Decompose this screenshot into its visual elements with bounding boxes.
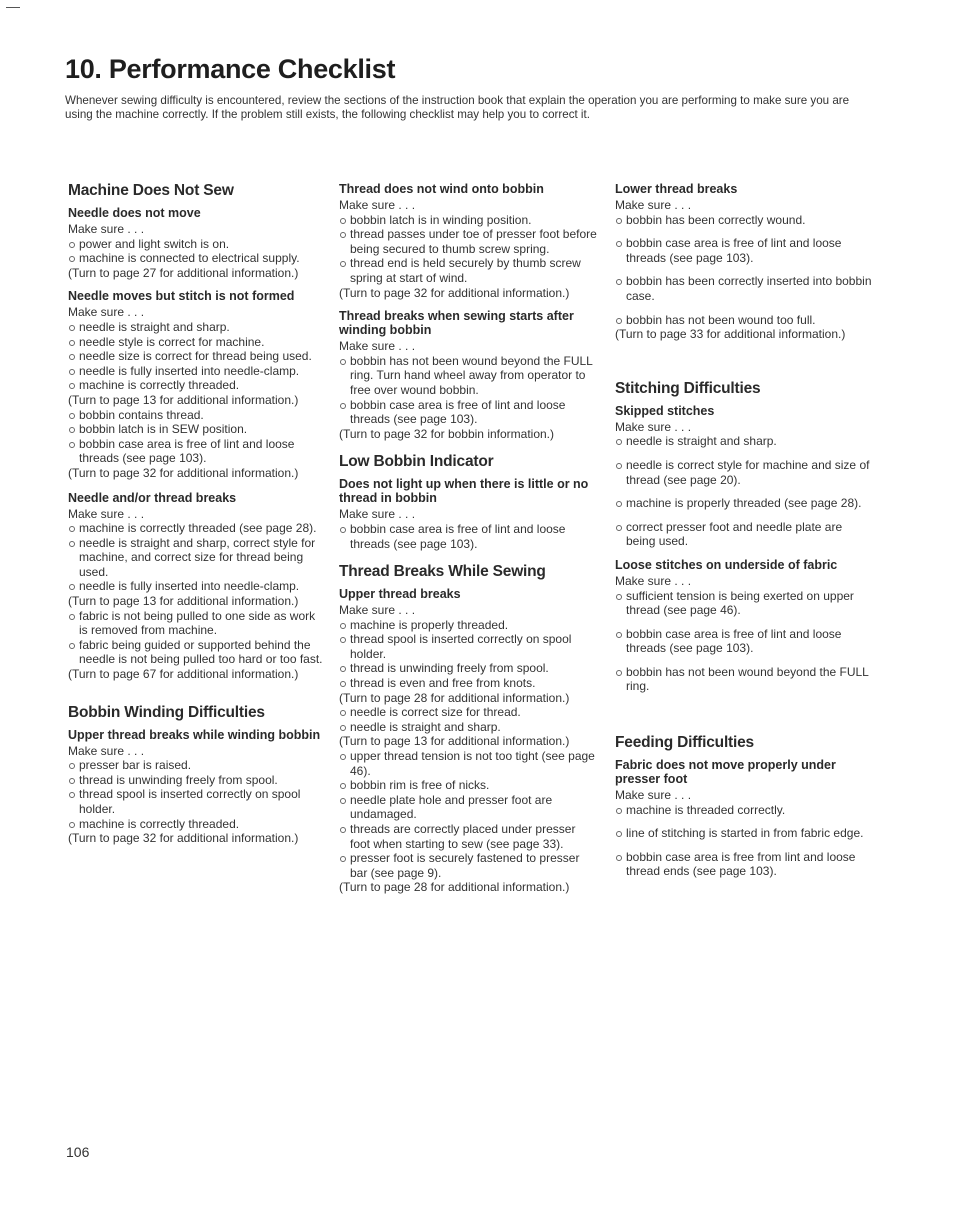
checklist-subsection (615, 558, 873, 694)
checklist-subsection (615, 182, 873, 342)
checklist-column-2 (339, 182, 597, 904)
subsection-heading: Thread does not wind onto bobbin (339, 182, 544, 196)
checklist-text: Make sure . . . (68, 305, 145, 320)
checklist-bullet: bobbin latch is in winding position. (339, 213, 597, 228)
subsection-heading: Thread breaks when sewing starts after winding bobbin (339, 309, 574, 338)
subsection-heading: Skipped stitches (615, 403, 715, 418)
checklist-bullet: thread is unwinding freely from spool. (339, 661, 597, 676)
checklist-bullet: bobbin rim is free of nicks. (339, 778, 597, 793)
checklist-bullet: bobbin case area is free of lint and loose threads (see page 103). (339, 522, 597, 551)
section-heading: Machine Does Not Sew (68, 182, 234, 199)
subsection-heading: Upper thread breaks while winding bobbin (68, 727, 321, 742)
checklist-bullet: needle is straight and sharp. (68, 320, 326, 335)
checklist-text: Make sure . . . (339, 603, 416, 618)
checklist-section (339, 563, 597, 895)
checklist-bullet: thread spool is inserted correctly on spool holder. (339, 632, 597, 661)
subsection-heading: Does not light up when there is little or no thread in bobbin (339, 477, 589, 506)
checklist-section (615, 182, 873, 342)
checklist-subsection (68, 728, 326, 846)
checklist-text: (Turn to page 13 for additional information.) (68, 392, 299, 407)
checklist-column-1 (68, 182, 326, 855)
checklist-subsection (339, 477, 597, 551)
checklist-subsection (68, 206, 326, 280)
checklist-text: Make sure . . . (68, 222, 145, 236)
checklist-text: (Turn to page 28 for additional information.) (339, 880, 570, 895)
checklist-bullet: power and light switch is on. (68, 237, 326, 252)
checklist-bullet: needle is fully inserted into needle-clamp. (68, 364, 326, 379)
checklist-text: Make sure . . . (339, 198, 416, 212)
checklist-bullet: bobbin has not been wound beyond the FULL ring. Turn hand wheel away from operator to free over wound bobbin. (339, 354, 597, 398)
checklist-bullet: bobbin case area is free of lint and loose threads (see page 103). (615, 236, 873, 265)
checklist-bullet: threads are correctly placed under presser foot when starting to sew (see page 33). (339, 822, 597, 851)
checklist-bullet: presser foot is securely fastened to presser bar (see page 9). (339, 851, 597, 880)
checklist-section (615, 734, 873, 879)
section-heading: Low Bobbin Indicator (339, 453, 494, 471)
checklist-subsection (615, 404, 873, 549)
checklist-bullet: bobbin has been correctly inserted into bobbin case. (615, 274, 873, 303)
subsection-heading: Needle and/or thread breaks (68, 490, 237, 505)
checklist-bullet: needle style is correct for machine. (68, 335, 326, 350)
intro-paragraph: Whenever sewing difficulty is encountered, review the sections of the instruction book that explain the operation you are performing to make sure you are using the machine correctly. If the problem still exists, the following checklist may help you to correct it. (65, 94, 850, 121)
checklist-subsection (339, 309, 597, 441)
checklist-bullet: needle is straight and sharp. (339, 720, 597, 735)
checklist-bullet: thread is even and free from knots. (339, 676, 597, 691)
checklist-bullet: machine is correctly threaded. (68, 817, 326, 832)
checklist-bullet: fabric is not being pulled to one side as work is removed from machine. (68, 609, 326, 638)
checklist-bullet: needle is straight and sharp, correct style for machine, and correct size for thread being used. (68, 536, 326, 580)
checklist-text: (Turn to page 67 for additional information.) (68, 667, 299, 682)
checklist-text: Make sure . . . (615, 788, 692, 803)
checklist-text: Make sure . . . (615, 573, 692, 588)
checklist-bullet: thread spool is inserted correctly on spool holder. (68, 787, 326, 816)
section-heading: Feeding Difficulties (615, 734, 754, 752)
checklist-text: Make sure . . . (339, 507, 416, 522)
checklist-bullet: needle plate hole and presser foot are undamaged. (339, 793, 597, 822)
checklist-bullet: needle is correct size for thread. (339, 705, 597, 720)
checklist-text: Make sure . . . (615, 419, 692, 434)
subsection-heading: Upper thread breaks (339, 587, 461, 602)
checklist-bullet: machine is connected to electrical supply. (68, 251, 326, 266)
checklist-subsection (68, 289, 326, 480)
checklist-bullet: bobbin latch is in SEW position. (68, 422, 326, 437)
page-number: 106 (66, 1144, 90, 1160)
checklist-text: (Turn to page 32 for bobbin information.) (339, 426, 555, 441)
checklist-subsection (339, 182, 597, 300)
checklist-bullet: bobbin has not been wound too full. (615, 313, 873, 328)
checklist-bullet: thread end is held securely by thumb screw spring at start of wind. (339, 256, 597, 285)
checklist-bullet: machine is properly threaded. (339, 618, 597, 633)
checklist-text: (Turn to page 13 for additional information.) (339, 734, 570, 749)
subsection-heading: Needle does not move (68, 206, 201, 220)
checklist-section (68, 704, 326, 846)
checklist-bullet: bobbin contains thread. (68, 408, 326, 423)
checklist-text: Make sure . . . (68, 743, 145, 758)
checklist-bullet: machine is correctly threaded (see page 28). (68, 521, 326, 536)
checklist-bullet: bobbin case area is free of lint and loose threads (see page 103). (615, 627, 873, 656)
checklist-bullet: presser bar is raised. (68, 758, 326, 773)
checklist-text: (Turn to page 27 for additional information.) (68, 265, 299, 280)
subsection-heading: Loose stitches on underside of fabric (615, 557, 838, 572)
checklist-subsection (68, 491, 326, 682)
checklist-text: (Turn to page 32 for additional information.) (68, 831, 299, 846)
checklist-bullet: sufficient tension is being exerted on upper thread (see page 46). (615, 589, 873, 618)
checklist-section (615, 380, 873, 694)
section-heading: Bobbin Winding Difficulties (68, 703, 265, 721)
checklist-bullet: thread passes under toe of presser foot before being secured to thumb screw spring. (339, 227, 597, 256)
checklist-text: (Turn to page 32 for additional information.) (68, 465, 299, 480)
section-heading: Stitching Difficulties (615, 379, 761, 397)
checklist-bullet: bobbin case area is free from lint and loose thread ends (see page 103). (615, 850, 873, 879)
checklist-section (339, 182, 597, 441)
checklist-bullet: needle is correct style for machine and size of thread (see page 20). (615, 458, 873, 487)
checklist-subsection (615, 758, 873, 879)
checklist-bullet: needle size is correct for thread being used. (68, 349, 326, 364)
checklist-column-3 (615, 182, 873, 888)
checklist-subsection (339, 587, 597, 895)
checklist-bullet: bobbin case area is free of lint and loose threads (see page 103). (68, 437, 326, 466)
checklist-bullet: machine is properly threaded (see page 28). (615, 496, 873, 511)
checklist-bullet: fabric being guided or supported behind the needle is not being pulled too hard or too fast. (68, 638, 326, 667)
checklist-text: (Turn to page 32 for additional information.) (339, 285, 570, 300)
subsection-heading: Fabric does not move properly under presser foot (615, 758, 836, 787)
checklist-bullet: line of stitching is started in from fabric edge. (615, 826, 873, 841)
checklist-bullet: correct presser foot and needle plate are being used. (615, 520, 873, 549)
corner-mark (6, 7, 20, 8)
checklist-section (339, 453, 597, 551)
subsection-heading: Lower thread breaks (615, 182, 738, 196)
section-heading: Thread Breaks While Sewing (339, 563, 546, 581)
checklist-bullet: upper thread tension is not too tight (see page 46). (339, 749, 597, 778)
checklist-text: (Turn to page 28 for additional information.) (339, 690, 570, 705)
checklist-text: (Turn to page 13 for additional information.) (68, 594, 299, 609)
checklist-text: Make sure . . . (615, 198, 692, 212)
checklist-bullet: bobbin has been correctly wound. (615, 213, 873, 228)
page-title: 10. Performance Checklist (65, 54, 396, 84)
checklist-bullet: bobbin has not been wound beyond the FULL ring. (615, 665, 873, 694)
checklist-bullet: needle is straight and sharp. (615, 434, 873, 449)
checklist-text: Make sure . . . (68, 506, 145, 521)
checklist-bullet: bobbin case area is free of lint and loose threads (see page 103). (339, 398, 597, 427)
checklist-bullet: thread is unwinding freely from spool. (68, 773, 326, 788)
checklist-section (68, 182, 326, 682)
checklist-bullet: machine is correctly threaded. (68, 378, 326, 393)
checklist-bullet: machine is threaded correctly. (615, 803, 873, 818)
checklist-text: (Turn to page 33 for additional information.) (615, 327, 846, 342)
checklist-text: Make sure . . . (339, 339, 416, 354)
subsection-heading: Needle moves but stitch is not formed (68, 289, 295, 304)
checklist-bullet: needle is fully inserted into needle-clamp. (68, 579, 326, 594)
